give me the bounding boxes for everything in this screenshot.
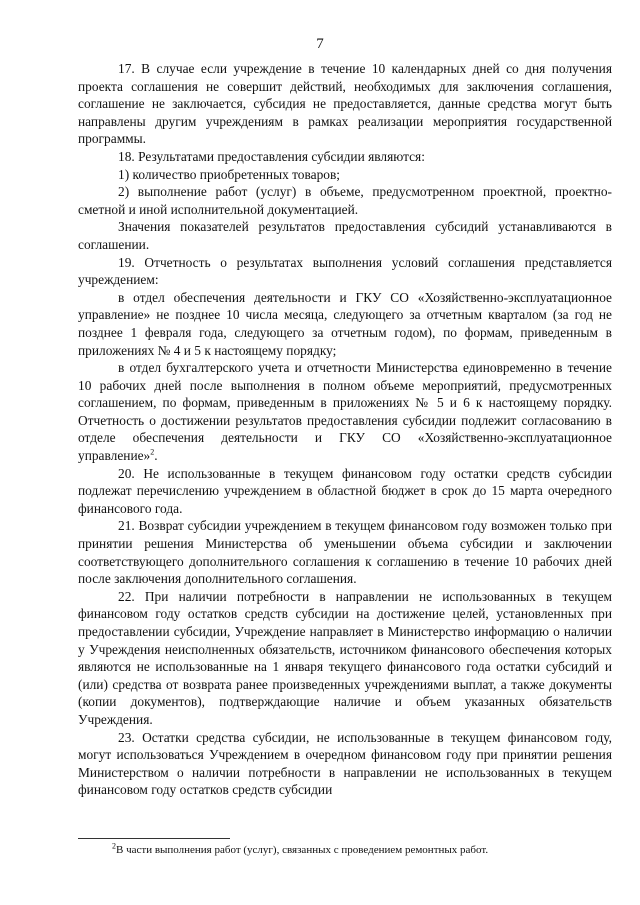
paragraph-20: 20. Не использованные в текущем финансовом году остатки средств субсидии подлежат перечислению учреждением в областной бюджет в срок до 15 марта очередного финансового года. (78, 465, 612, 516)
document-body (78, 60, 612, 799)
footnote-reference: 2 (150, 447, 155, 457)
paragraph-17: 17. В случае если учреждение в течение 10 календарных дней со дня получения проекта соглашения не совершит действий, необходимых для заключения соглашения, соглашение не заключается, субсидия не предоставляется, данные средства могут быть направлены другим учреждениям в рамках реализации мероприятия государственной программы. (78, 61, 612, 147)
reporting-item-accounting-text: в отдел бухгалтерского учета и отчетности Министерства единовременно в течение 10 рабочих дней после выполнения в полном объеме мероприятий, предусмотренных соглашением, по формам, приведенным в приложениях № 5 и 6 к настоящему порядку. Отчетность о достижении результатов предоставления субсидии подлежит согласованию в отделе обеспечения деятельности и ГКУ СО «Хозяйственно-эксплуатационное управление» (78, 360, 612, 464)
footnote-separator (78, 838, 230, 839)
paragraph-21: 21. Возврат субсидии учреждением в текущем финансовом году возможен только при принятии решения Министерства об уменьшении объема субсидии и заключении соответствующего дополнительного соглашения к соглашению в течение 10 рабочих дней после заключения дополнительного соглашения. (78, 518, 612, 587)
paragraph-23: 23. Остатки средства субсидии, не использованные в текущем финансовом году, могут использоваться Учреждением в очередном финансовом году при принятии решения Министерством о наличии потребности в направлении не использованных в текущем финансовом году остатков средств субсидии (78, 729, 612, 798)
reporting-item-accounting (78, 359, 612, 465)
paragraph-22: 22. При наличии потребности в направлении не использованных в текущем финансовом году остатков средств субсидии на достижение целей, установленных при предоставлении субсидии, Учреждение направляет в Министерство информацию о наличии у Учреждения неисполненных обязательств, источником финансового обеспечения которых являются не использованные на 1 января текущего финансового года остатки субсидий и (или) средства от возврата ранее произведенных учреждениями выплат, а также документы (копии документов), подтверждающие наличие и объем указанных обязательств Учреждения. (78, 588, 612, 727)
footnote-mark: 2 (112, 841, 116, 851)
page-number: 7 (316, 36, 324, 52)
paragraph-19: 19. Отчетность о результатах выполнения условий соглашения представляется учреждением: (78, 254, 612, 288)
footnote-text: В части выполнения работ (услуг), связанных с проведением ремонтных работ. (116, 844, 489, 856)
paragraph-18: 18. Результатами предоставления субсидии являются: (118, 148, 425, 164)
result-item-2: 2) выполнение работ (услуг) в объеме, предусмотренном проектной, проектно-сметной и иной исполнительной документацией. (78, 184, 612, 217)
footnote (112, 843, 488, 857)
reporting-item-accounting-tail: . (154, 448, 158, 464)
indicator-values-paragraph: Значения показателей результатов предоставления субсидий устанавливаются в соглашении. (78, 219, 612, 252)
reporting-item-department: в отдел обеспечения деятельности и ГКУ СО «Хозяйственно-эксплуатационное управление» не позднее 10 числа месяца, следующего за отчетным кварталом (за год не позднее 1 февраля года, следующего за отчетным годом), по формам, приведенным в приложениях № 4 и 5 к настоящему порядку; (78, 289, 612, 358)
result-item-1: 1) количество приобретенных товаров; (118, 166, 341, 182)
